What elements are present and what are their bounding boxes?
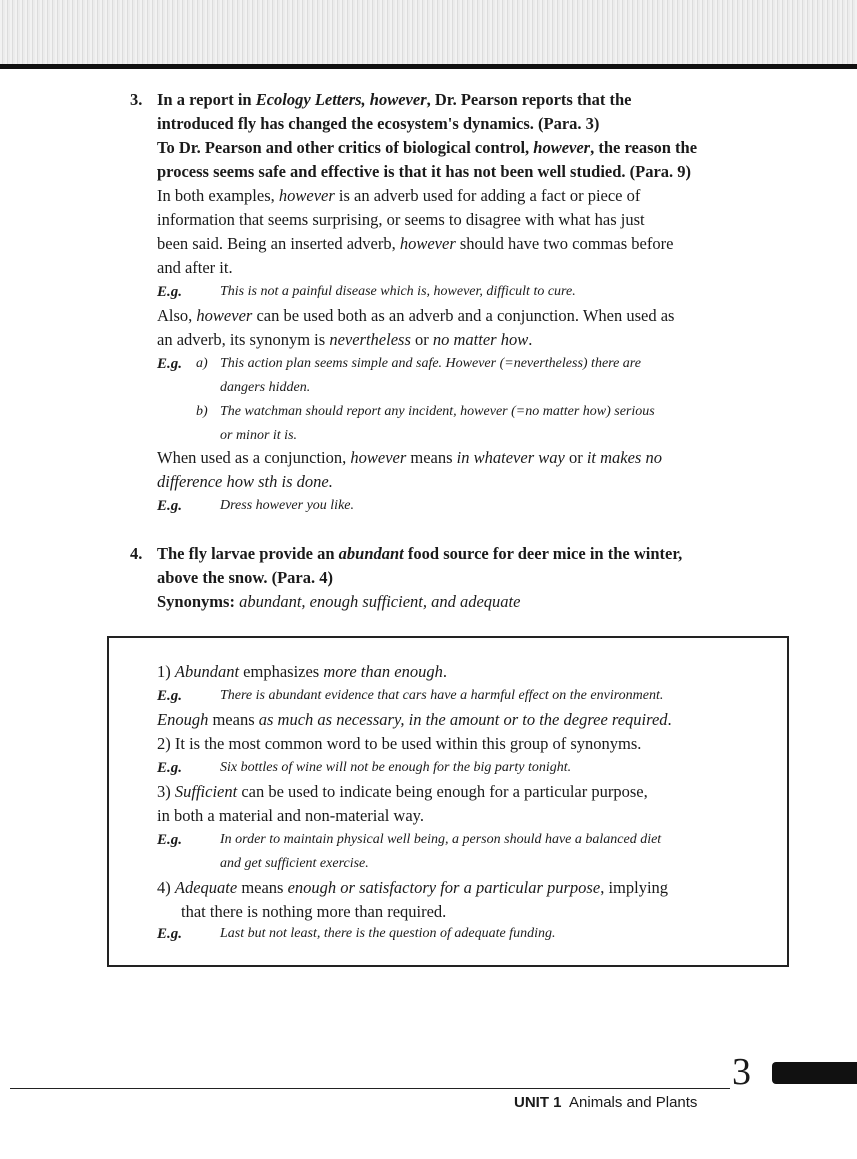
example-2a-line-1: This action plan seems simple and safe. However (=nevertheless) there are: [220, 356, 641, 371]
box-enough-definition: Enough means as much as necessary, in the amount or to the degree required.: [157, 710, 672, 729]
eg-label: E.g.: [157, 688, 183, 704]
item-number: 3.: [130, 90, 143, 109]
page-number: 3: [732, 1051, 751, 1093]
header-rule: [0, 64, 857, 69]
example-2b-line-2: or minor it is.: [220, 428, 298, 443]
synonyms-box: [107, 636, 789, 967]
box-example-3-line-1: In order to maintain physical well being, a person should have a balanced diet: [220, 832, 662, 847]
eg-label: E.g.: [157, 926, 183, 942]
running-footer: UNIT 1 Animals and Plants: [514, 1094, 698, 1111]
example-1: This is not a painful disease which is, however, difficult to cure.: [220, 284, 576, 299]
item-number: 4.: [130, 544, 143, 563]
item-3-explanation-2: Also, however can be used both as an adverb and a conjunction. When used as an adverb, its synonym is nevertheless or no matter how.: [157, 306, 675, 349]
header-texture: [0, 0, 857, 64]
footer-rule: [10, 1088, 730, 1089]
synonyms-line: Synonyms: abundant, enough sufficient, and adequate: [157, 592, 521, 611]
box-sense-3-cont: in both a material and non-material way.: [157, 806, 424, 825]
item-3-quote-1: 3. In a report in Ecology Letters, however, Dr. Pearson reports that the introduced fly has changed the ecosystem's dynamics. (Para. 3): [130, 90, 632, 133]
eg-label: E.g.: [157, 498, 183, 514]
box-sense-4: 4) Adequate means enough or satisfactory for a particular purpose, implying: [157, 878, 669, 897]
box-example-4: Last but not least, there is the question of adequate funding.: [220, 926, 556, 941]
example-2a-marker: a): [196, 356, 208, 371]
example-2b-line-1: The watchman should report any incident, however (=no matter how) serious: [220, 404, 655, 419]
item-3-quote-2: To Dr. Pearson and other critics of biological control, however, the reason the process seems safe and effective is that it has not been well studied. (Para. 9): [157, 138, 698, 181]
box-example-1: There is abundant evidence that cars have a harmful effect on the environment.: [220, 688, 664, 703]
example-2a-line-2: dangers hidden.: [220, 380, 311, 395]
eg-label: E.g.: [157, 832, 183, 848]
box-sense-1: 1) Abundant emphasizes more than enough.: [157, 662, 447, 681]
example-3: Dress however you like.: [220, 498, 354, 513]
box-sense-4-cont: that there is nothing more than required.: [181, 902, 447, 921]
eg-label: E.g.: [157, 284, 183, 300]
box-sense-3: 3) Sufficient can be used to indicate being enough for a particular purpose,: [157, 782, 648, 801]
box-example-3-line-2: and get sufficient exercise.: [220, 856, 369, 871]
item-3-explanation-1: In both examples, however is an adverb used for adding a fact or piece of information that seems surprising, or seems to disagree with what has just been said. Being an inserted adverb, however should have two commas before and after it.: [157, 186, 674, 277]
eg-label: E.g.: [157, 356, 183, 372]
example-2b-marker: b): [196, 404, 208, 419]
eg-label: E.g.: [157, 760, 183, 776]
box-example-2: Six bottles of wine will not be enough for the big party tonight.: [220, 760, 572, 775]
item-3-explanation-3: When used as a conjunction, however means in whatever way or it makes no difference how sth is done.: [157, 448, 662, 491]
page-tab: [772, 1062, 857, 1084]
box-sense-2: 2) It is the most common word to be used within this group of synonyms.: [157, 734, 642, 753]
item-4-quote: 4. The fly larvae provide an abundant food source for deer mice in the winter, above the snow. (Para. 4): [130, 544, 683, 587]
